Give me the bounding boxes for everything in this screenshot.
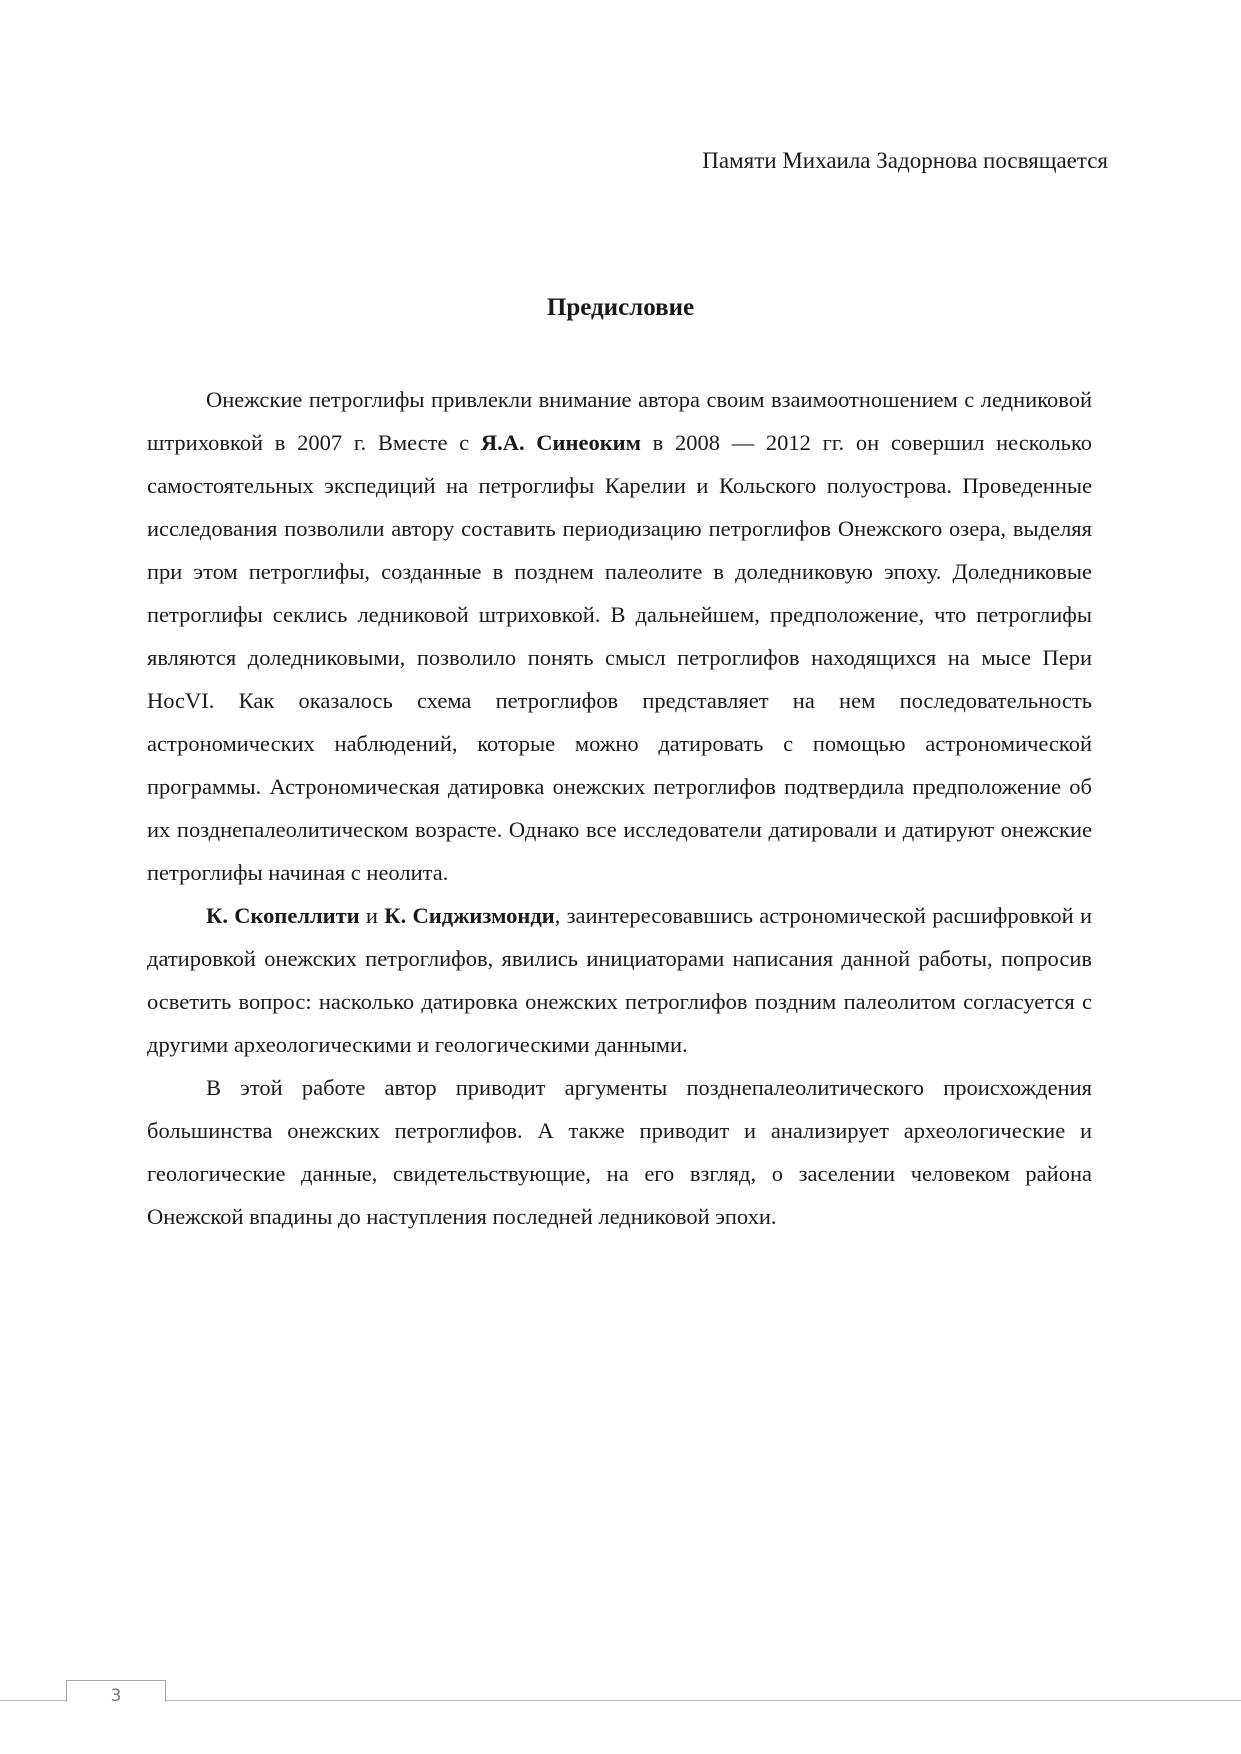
preface-body — [147, 378, 1092, 1238]
paragraph-segment: и — [359, 903, 385, 928]
author-name-scopelliti: К. Скопеллити — [206, 903, 360, 928]
paragraph-1 — [147, 378, 1092, 894]
author-name-sigismondi: К. Сиджизмонди — [384, 903, 555, 928]
paragraph-segment: Онежские петроглифы привлекли внимание автора своим взаимоотношением с ледниковой штриховкой в 2007 г. Вместе с — [147, 387, 1092, 455]
dedication: Памяти Михаила Задорнова посвящается — [702, 148, 1108, 173]
page-title: Предисловие — [546, 294, 695, 321]
paragraph-segment: В этой работе автор приводит аргументы позднепалеолитического происхождения большинства онежских петроглифов. А также приводит и анализирует археологические и геологические данные, свидетельствующие, на его взгляд, о заселении человеком района Онежской впадины до наступления последней ледниковой эпохи. — [147, 1075, 1092, 1229]
paragraph-segment: , заинтересовавшись астрономической расшифровкой и датировкой онежских петроглифов, явились инициаторами написания данной работы, попросив осветить вопрос: насколько датировка онежских петроглифов поздним палеолитом согласуется с другими археологическими и геологическими данными. — [147, 903, 1092, 1057]
author-name-sineokim: Я.А. Синеоким — [480, 430, 641, 455]
paragraph-segment: в 2008 — 2012 гг. он совершил несколько самостоятельных экспедиций на петроглифы Карелии и Кольского полуострова. Проведенные исследования позволили автору составить периодизацию петроглифов Онежского озера, выделяя при этом петроглифы, созданные в позднем палеолите в доледниковую эпоху. Доледниковые петроглифы секлись ледниковой штриховкой. В дальнейшем, предположение, что петроглифы являются доледниковыми, позволило понять смысл петроглифов находящихся на мысе Пери НосVI. Как оказалось схема петроглифов представляет на нем последовательность астрономических наблюдений, которые можно датировать с помощью астрономической программы. Астрономическая датировка онежских петроглифов подтвердила предположение об их позднепалеолитическом возрасте. Однако все исследователи датировали и датируют онежские петроглифы начиная с неолита. — [147, 430, 1092, 885]
page-number-tab — [66, 1680, 166, 1706]
paragraph-3 — [147, 1066, 1092, 1238]
page-number: 3 — [110, 1686, 122, 1706]
paragraph-2 — [147, 894, 1092, 1066]
footer-divider — [0, 1700, 1241, 1701]
